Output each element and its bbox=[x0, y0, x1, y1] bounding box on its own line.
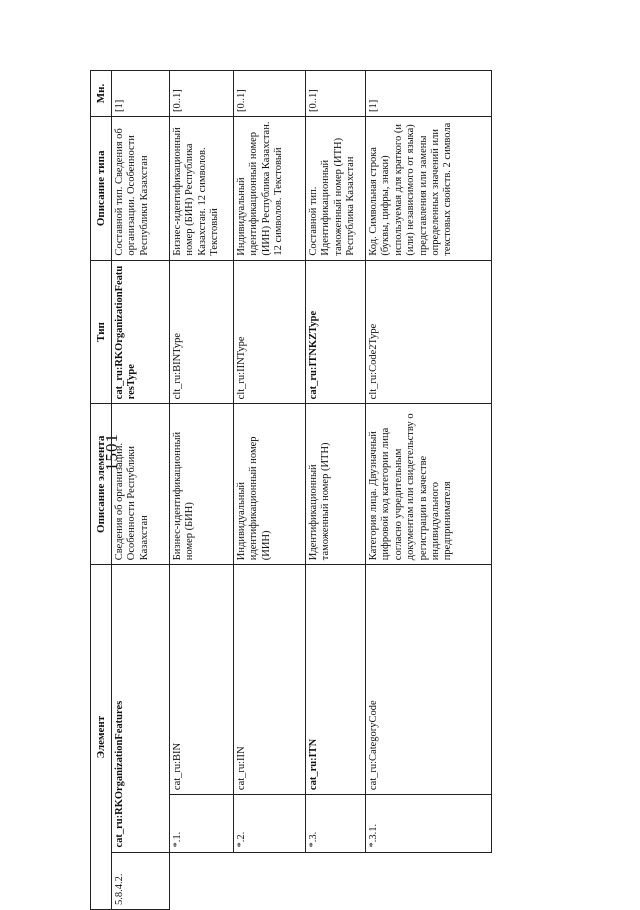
element-description: Категория лица. Двузначный цифровой код категории лица согласно учредительным документам или свидетельству о регистрации в качестве индивидуального предпринимателя bbox=[366, 404, 492, 565]
row-number: *.3. bbox=[306, 795, 366, 852]
element-description: Идентификационный таможенный номер (ИТН) bbox=[306, 404, 366, 565]
indent-cell bbox=[170, 852, 234, 909]
element-description: Индивидуальный идентификационный номер (ИИН) bbox=[234, 404, 306, 565]
rotated-table-wrapper bbox=[90, 70, 510, 910]
row-number: *.1. bbox=[170, 795, 234, 852]
type-name: cat_ru:ITNKZType bbox=[306, 260, 366, 404]
header-element: Элемент bbox=[91, 565, 112, 910]
type-description: Бизнес-идентификационный номер (БИН) Республика Казахстан. 12 символов. Текстовый bbox=[170, 117, 234, 261]
header-multiplicity: Мн. bbox=[91, 71, 112, 117]
header-type: Тип bbox=[91, 260, 112, 404]
section-number: 5.8.4.2. bbox=[112, 852, 170, 909]
element-name: cat_ru:BIN bbox=[170, 565, 234, 795]
multiplicity: [1] bbox=[366, 71, 492, 117]
element-description: Сведения об организации. Особенности Республики Казахстан bbox=[112, 404, 170, 565]
type-description: Код. Символьная строка (буквы, цифры, знаки) используемая для краткого (и (или) независимого от языка) представления или замены определенных значений или текстовых свойств. 2 символа bbox=[366, 117, 492, 261]
type-name: clt_ru:BINType bbox=[170, 260, 234, 404]
type-description: Индивидуальный идентификационный номер (ИИН) Республика Казахстан. 12 символов. Текстовый bbox=[234, 117, 306, 261]
multiplicity: [1] bbox=[112, 71, 170, 117]
indent-cell bbox=[306, 852, 366, 909]
multiplicity: [0..1] bbox=[170, 71, 234, 117]
table-row bbox=[170, 71, 234, 910]
header-type-description: Описание типа bbox=[91, 117, 112, 261]
indent-cell bbox=[234, 852, 306, 909]
row-number: *.3.1. bbox=[366, 795, 492, 852]
type-name: clt_ru:Code2Type bbox=[366, 260, 492, 404]
element-name: cat_ru:CategoryCode bbox=[366, 565, 492, 795]
table-row bbox=[306, 71, 366, 910]
element-name: cat_ru:ITN bbox=[306, 565, 366, 795]
table-row bbox=[112, 71, 170, 910]
type-description: Составной тип. Идентификационный таможенный номер (ИТН) Республика Казахстан bbox=[306, 117, 366, 261]
table-row bbox=[234, 71, 306, 910]
multiplicity: [0..1] bbox=[306, 71, 366, 117]
table-row bbox=[366, 71, 492, 910]
multiplicity: [0..1] bbox=[234, 71, 306, 117]
type-name: cat_ru:RKOrganizationFeaturesType bbox=[112, 260, 170, 404]
header-element-description: Описание элемента bbox=[91, 404, 112, 565]
element-name: cat_ru:IIN bbox=[234, 565, 306, 795]
element-name: cat_ru:RKOrganizationFeatures bbox=[112, 565, 170, 852]
element-description: Бизнес-идентификационный номер (БИН) bbox=[170, 404, 234, 565]
row-number: *.2. bbox=[234, 795, 306, 852]
header-row bbox=[91, 71, 112, 910]
spec-table bbox=[90, 70, 492, 910]
indent-cell bbox=[366, 852, 492, 909]
type-description: Составной тип. Сведения об организации. Особенности Республики Казахстан bbox=[112, 117, 170, 261]
type-name: clt_ru:IINType bbox=[234, 260, 306, 404]
page-number: 1501 bbox=[102, 433, 121, 471]
